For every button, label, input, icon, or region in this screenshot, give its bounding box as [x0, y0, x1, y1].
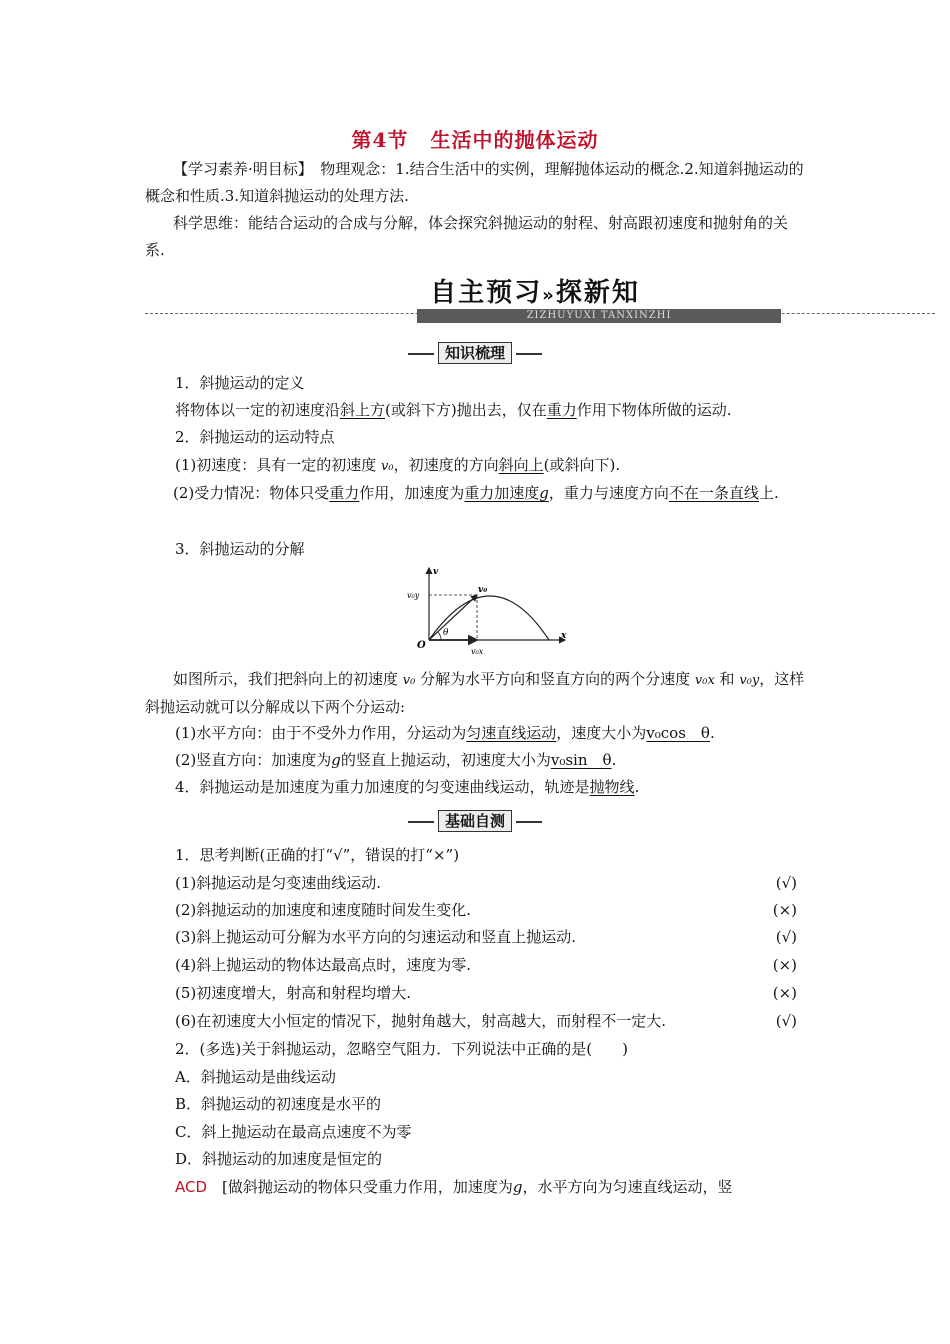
judgement-item: (2)斜抛运动的加速度和速度随时间发生变化. (×)	[175, 901, 797, 919]
judgement-item: (5)初速度增大，射高和射程均增大. (×)	[175, 984, 797, 1002]
q2-option-d: D．斜抛运动的加速度是恒定的	[175, 1150, 383, 1168]
q2-heading: 2．(多选)关于斜抛运动，忽略空气阻力．下列说法中正确的是( )	[175, 1040, 628, 1058]
intro-paragraph-1: 【学习素养·明目标】 物理观念：1.结合生活中的实例，理解抛体运动的概念.2.知道斜抛运动的概念和性质.3.知道斜抛运动的处理方法.	[145, 160, 804, 205]
section-title: 生活中的抛体运动	[430, 128, 599, 152]
k3-horizontal: (1)水平方向：由于不受外力作用，分运动为匀速直线运动，速度大小为v₀cos θ.	[175, 724, 715, 742]
judgement-item: (6)在初速度大小恒定的情况下，抛射角越大，射高越大，而射程不一定大. (√)	[175, 1012, 797, 1030]
q2-option-c: C．斜上抛运动在最高点速度不为零	[175, 1123, 412, 1141]
answer-label: ACD	[175, 1178, 208, 1196]
tag-self-test: 基础自测	[0, 810, 950, 832]
q1-heading: 1．思考判断(正确的打“√”，错误的打“×”)	[175, 846, 460, 864]
k3-vertical: (2)竖直方向：加速度为g的竖直上抛运动，初速度大小为v₀sin θ.	[175, 751, 617, 769]
k3-heading: 3．斜抛运动的分解	[175, 540, 305, 558]
projectile-diagram	[405, 562, 585, 662]
v0-arrow	[429, 595, 477, 640]
page-title	[0, 124, 950, 153]
label-theta: θ	[443, 628, 449, 638]
k2-heading: 2．斜抛运动的运动特点	[175, 428, 335, 446]
q2-option-b: B．斜抛运动的初速度是水平的	[175, 1095, 382, 1113]
q2-option-a: A．斜抛运动是曲线运动	[175, 1068, 336, 1086]
label-v0: v₀	[478, 585, 488, 595]
theta-arc	[438, 632, 441, 640]
k1-heading: 1．斜抛运动的定义	[175, 374, 305, 392]
label-v: v	[433, 567, 439, 577]
judgement-item: (1)斜抛运动是匀变速曲线运动. (√)	[175, 874, 797, 892]
intro-paragraph-2: 科学思维：能结合运动的合成与分解，体会探究斜抛运动的射程、射高跟初速度和抛射角的关系.	[145, 214, 789, 259]
label-x: x	[561, 631, 567, 641]
tag-knowledge: 知识梳理	[0, 342, 950, 364]
q2-answer: ACD [做斜抛运动的物体只受重力作用，加速度为g，水平方向为匀速直线运动，竖	[175, 1178, 733, 1196]
k2-line-2: (2)受力情况：物体只受重力作用，加速度为重力加速度g，重力与速度方向不在一条直线上.	[173, 484, 779, 502]
judgement-item: (4)斜上抛运动的物体达最高点时，速度为零. (×)	[175, 956, 797, 974]
label-v0y: v₀y	[407, 591, 420, 600]
k3-decomposition-text: 如图所示，我们把斜向上的初速度 v₀ 分解为水平方向和竖直方向的两个分速度 v₀x 和 v₀y，这样斜抛运动就可以分解成以下两个分运动:	[145, 670, 805, 716]
k4-text: 4．斜抛运动是加速度为重力加速度的匀变速曲线运动，轨迹是抛物线.	[175, 778, 640, 796]
label-O: O	[417, 640, 426, 651]
judgement-item: (3)斜上抛运动可分解为水平方向的匀速运动和竖直上抛运动. (√)	[175, 928, 797, 946]
banner-subtitle: ZIZHUYUXI TANXINZHI	[417, 309, 781, 323]
section-banner	[145, 276, 935, 326]
k2-line-1: (1)初速度：具有一定的初速度 v₀，初速度的方向斜向上(或斜向下).	[175, 456, 621, 474]
banner-title: 自主预习»探新知	[417, 276, 653, 310]
label-v0x: v₀x	[471, 647, 484, 656]
section-number: 第4节	[351, 128, 409, 152]
k1-definition: 将物体以一定的初速度沿斜上方(或斜下方)抛出去，仅在重力作用下物体所做的运动.	[175, 401, 732, 419]
